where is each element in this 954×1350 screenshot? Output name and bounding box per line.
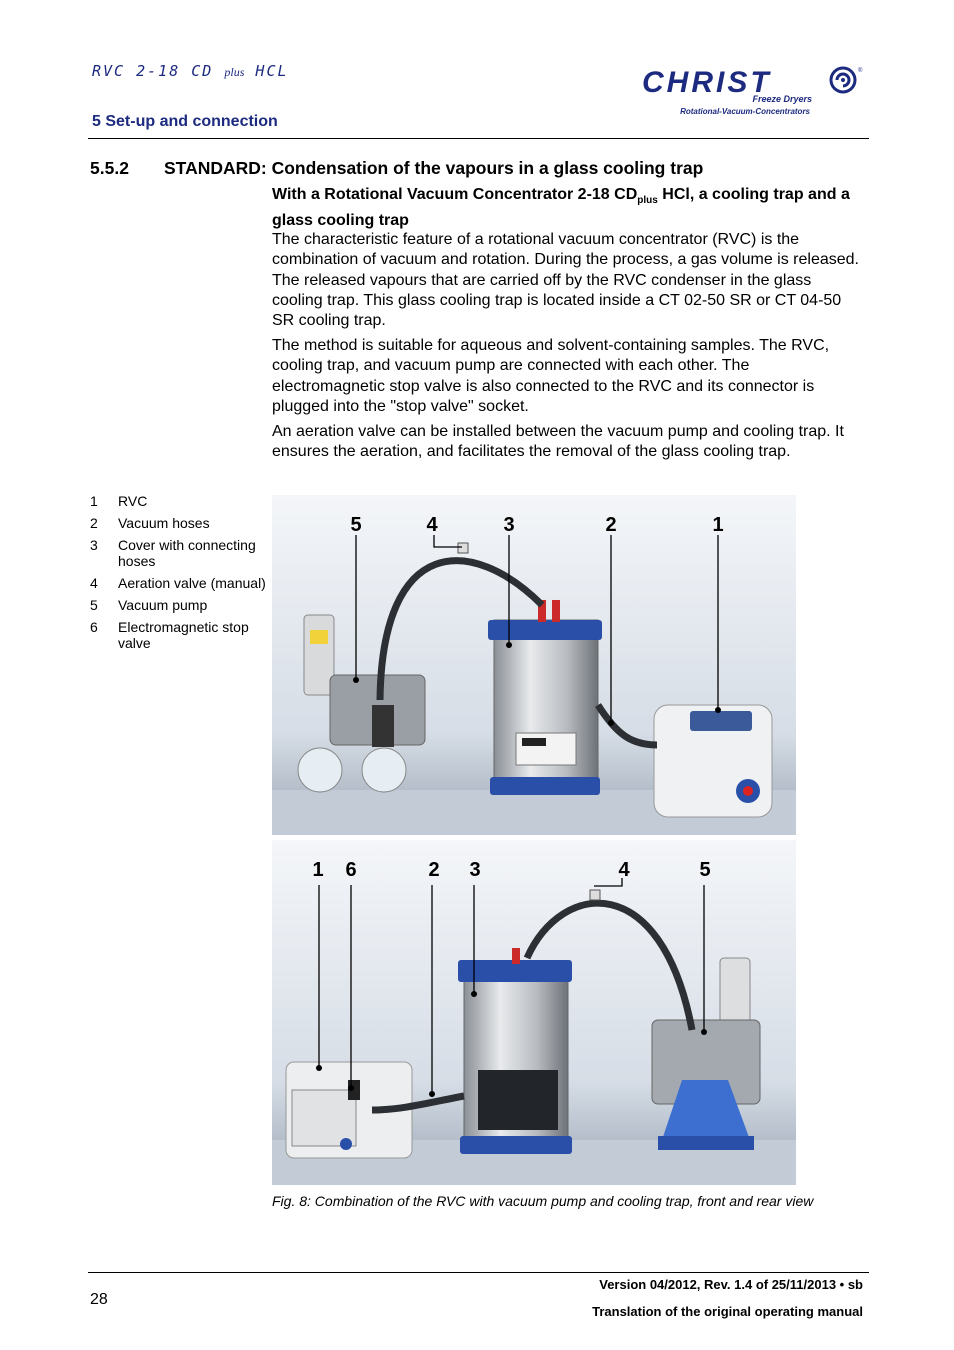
legend-item: 6 Electromagnetic stop valve — [90, 619, 249, 651]
callout-label: 6 — [345, 859, 357, 881]
header-divider — [88, 138, 869, 139]
logo-brand: CHRIST — [642, 66, 772, 99]
callout-label: 3 — [503, 514, 515, 536]
callout-label: 2 — [428, 859, 440, 881]
figure-rear-view — [272, 840, 796, 1185]
figure-legend — [90, 493, 268, 657]
callout-label: 5 — [699, 859, 711, 881]
section-title: STANDARD: Condensation of the vapours in a glass cooling trap — [164, 158, 704, 178]
paragraph: An aeration valve can be installed between the vacuum pump and cooling trap. It ensures the aeration, and facilitates the removal of the glass cooling trap. — [272, 423, 844, 461]
callout-label: 1 — [712, 514, 724, 536]
figure-front-view — [272, 495, 796, 835]
callout-label: 3 — [469, 859, 481, 881]
chapter-title: 5 Set-up and connection — [92, 113, 278, 130]
svg-text:®: ® — [858, 68, 863, 74]
christ-logo — [640, 62, 866, 122]
callout-label: 5 — [350, 514, 362, 536]
version-info: Version 04/2012, Rev. 1.4 of 25/11/2013 • sb — [599, 1277, 863, 1292]
model-plus: plus — [224, 65, 245, 79]
logo-swirl-icon — [831, 68, 855, 92]
cooling-trap-rear-image — [458, 948, 572, 1154]
callout-label: 4 — [618, 859, 630, 881]
paragraph: The method is suitable for aqueous and solvent-containing samples. The RVC, cooling trap, and vacuum pump are connected with each other. The electromagnetic stop valve is also connected to the RVC and its connector is plugged into the "stop valve" socket. — [272, 337, 830, 415]
figure-caption: Fig. 8: Combination of the RVC with vacuum pump and cooling trap, front and rear view — [272, 1193, 814, 1209]
section-number: 5.5.2 — [90, 158, 129, 178]
logo-line2: Rotational-Vacuum-Concentrators — [680, 107, 810, 116]
legend-item: 3 Cover with connecting hoses — [90, 537, 256, 569]
footer-divider — [88, 1272, 869, 1273]
callout-label: 1 — [312, 859, 324, 881]
logo-line1: Freeze Dryers — [752, 94, 812, 104]
legend-item: 5 Vacuum pump — [90, 597, 208, 613]
page-number: 28 — [90, 1291, 108, 1308]
rvc-image — [654, 705, 772, 817]
legend-item: 1 RVC — [90, 493, 148, 509]
legend-item: 2 Vacuum hoses — [90, 515, 210, 531]
paragraph: The characteristic feature of a rotational vacuum concentrator (RVC) is the combination of vacuum and rotation. During the process, a gas volume is released. The released vapours that are carried off by the RVC condenser in the glass cooling trap. This glass cooling trap is located inside a CT 02-50 SR or CT 04-50 SR cooling trap. — [272, 231, 859, 330]
callout-label: 4 — [426, 514, 438, 536]
cooling-trap-image — [488, 600, 602, 795]
subheading: With a Rotational Vacuum Concentrator 2-18 $CD_{plus}$ HCl, a cooling trap and a glass cooling trap — [272, 186, 850, 230]
legend-item: 4 Aeration valve (manual) — [90, 575, 266, 591]
model-name: RVC 2-18 CD plus HCL — [92, 62, 289, 80]
callout-label: 2 — [605, 514, 617, 536]
translation-note: Translation of the original operating manual — [592, 1304, 863, 1319]
